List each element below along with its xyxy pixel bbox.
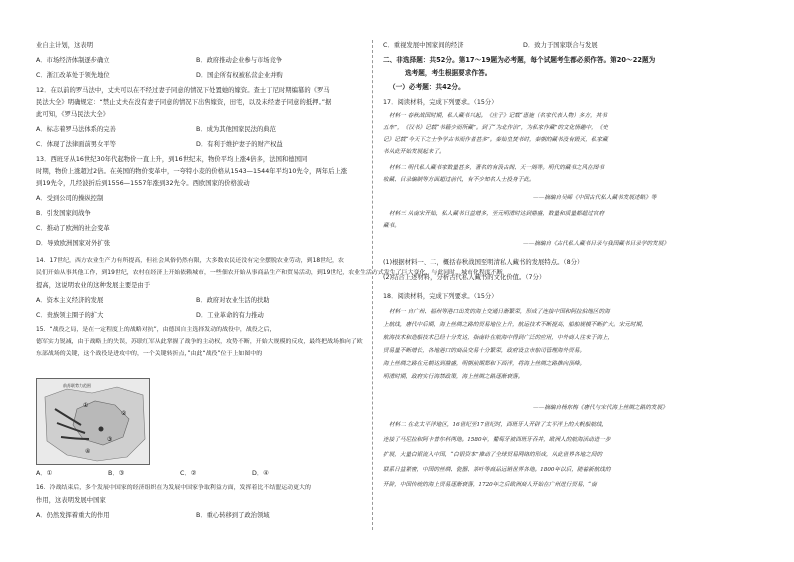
section-heading: 选考题，考生根据要求作答。 xyxy=(405,69,492,77)
material-line: 开辟，中国传统的海上贸易逐渐衰落，1720年之后欧洲商人开始在广州进行贸易，“南 xyxy=(383,482,597,488)
option-a: A．仍然发挥着重大的作用 xyxy=(36,512,110,519)
material-line: 明清时期，政府实行海禁政策，海上丝绸之路逐渐衰落。 xyxy=(383,374,524,380)
map-title: 前苏联势力范围 xyxy=(63,383,91,388)
material-line: 收藏、目录编制等方面超过前代，有不少知名人士投身于此。 xyxy=(383,177,535,183)
option-c: C．② xyxy=(180,470,197,477)
q12-line: 民法大全》明确规定：“禁止丈夫在没有妻子同意的情况下出售嫁资，田宅，以及未经妻子同意的抵押。”据 xyxy=(36,99,332,106)
material-line: 扩展，大量白银流入中国，“白银资本”推动了全球贸易网络的形成，从此世界各地之间的 xyxy=(383,452,603,458)
material-line: 记》记载“今天下之士争学古书而作者甚多”。秦始皇焚书时，秦朝的藏书没有毁灭，私家藏 xyxy=(383,137,608,143)
material-line: 材料二 明代私人藏书家数量甚多，著名的有汲古阁、天一阁等。明代的藏书之风在图书 xyxy=(389,165,605,171)
option-c: C．贵族领主圈子的扩大 xyxy=(36,312,104,319)
material-line: 材料一 春秋战国时期，私人藏书兴起。《庄子》记载“惠施（名家代表人物）多方，其书 xyxy=(389,113,608,119)
material-line: 藏书。 xyxy=(383,223,400,229)
material-line: 材料一 自广州、福州等港口出发的海上交通日渐繁荣，形成了连接中国和阿拉伯地区的海 xyxy=(389,309,610,315)
section-subheading: （一）必考题：共42分。 xyxy=(389,83,465,91)
source-citation: ——摘编自吴晞《中国古代私人藏书发展述略》等 xyxy=(533,195,657,201)
map-label-2: ② xyxy=(121,410,127,417)
q16-line: 16．冷战结束后，多个发展中国家的经济组织在为发展中国家争取利益方面，发挥着比不结盟运动更大的 xyxy=(36,485,311,491)
q17-heading: 17．阅读材料，完成下列要求。（15分） xyxy=(383,99,498,106)
option-b: B．③ xyxy=(108,470,125,477)
q14-line: 14．17世纪，西方农业生产力有所提高，但社会风俗仍然有限，大多数农民还没有完全摆脱农业劳动，到18世纪，农 xyxy=(36,258,344,264)
source-citation: ——摘编自杨东梅《唐代与宋代海上丝绸之路的发展》 xyxy=(533,405,668,411)
option-a: A．资本主义经济的发展 xyxy=(36,297,104,304)
option-b: B．引发国家间战争 xyxy=(36,210,91,217)
source-citation: ——摘编自《古代私人藏书目录与我国藏书目录学的发展》 xyxy=(523,241,669,247)
q17-subquestion: (2)结合上述材料，分析古代私人藏书的文化价值。（7分） xyxy=(383,274,546,281)
option-b: B．重心转移到了政治领域 xyxy=(196,512,270,519)
section-heading: 二、非选择题：共52分。第17～19题为必考题，每个试题考生都必须作答。第20～22题为 xyxy=(383,56,656,64)
question-text: 业自主计划，这表明 xyxy=(36,42,94,49)
q12-line: 此可知，《罗马民法大全》 xyxy=(36,111,110,118)
city-marker xyxy=(99,427,104,432)
material-line: 书从此开始发展起来了。 xyxy=(383,149,445,155)
q13-line: 时期，物价上涨超过2倍。在英国的物价变革中，一夸特小麦的价格从1543—1544年平均10先令，两年后上涨 xyxy=(36,168,348,175)
q12-line: 12．在以前的罗马法中，丈夫可以在不经过妻子同意的情况下处置她的嫁资。查士丁尼时期编纂的《罗马 xyxy=(36,87,330,94)
option-c: C．体现了法律面前男女平等 xyxy=(36,141,116,148)
option-c: C．浙江改革处于领先地位 xyxy=(36,72,110,79)
option-c: C．重视发展中国家间的经济 xyxy=(383,42,464,49)
option-d: D．导致欧洲国家对外扩张 xyxy=(36,240,111,247)
battle-map xyxy=(36,378,150,465)
q14-line: 民们开始从事其他工作，到19世纪，农村在经济上开始依赖城市，一些佃农开始从事商品生产和贸易活动，到19世纪，农业生活方式发生了巨大变化，与此同时，城市化程度不断 xyxy=(36,270,503,276)
option-b: B．成为其他国家民法的典范 xyxy=(196,126,276,133)
material-line: 材料二 在北太平洋地区，16世纪至17世纪时，西班牙人开辟了太平洋上的大帆船航线， xyxy=(389,422,608,428)
option-d: D．④ xyxy=(252,470,269,477)
map-label-4: ④ xyxy=(85,448,91,455)
option-b: B．政府推动企业参与市场竞争 xyxy=(196,57,283,64)
q16-line: 作用，这表明发展中国家 xyxy=(36,497,106,504)
column-divider xyxy=(372,40,373,530)
q14-line: 提高，这说明农业的这种发展主要是由于 xyxy=(36,282,151,289)
q15-line: 东部战场的关键，这个战役是进攻中的，一个关键转折点，”由此“战役”位于上如图中的 xyxy=(36,351,263,357)
option-a: A．市场经济体制逐步确立 xyxy=(36,57,110,64)
material-line: 海上丝绸之路在元朝达到鼎盛，明朝前期郑和下西洋，将海上丝绸之路推向顶峰。 xyxy=(383,361,586,367)
material-line: 联系日益紧密，中国的丝绸、瓷器、茶叶等商品远销世界各地。1800年以后，随着新航线的 xyxy=(383,467,611,473)
option-d: D．国企所有权被私营企业并购 xyxy=(196,72,283,79)
material-line: 航海技术和造船技术已经十分发达，指南针在航海中得到广泛的应用，中外商人往来于海上， xyxy=(383,335,614,341)
option-a: A．受到公司的操纵控制 xyxy=(36,195,104,202)
option-d: D．工业革命的有力推动 xyxy=(196,312,264,319)
option-c: C．推动了欧洲的社会变革 xyxy=(36,225,110,232)
q13-line: 到19先令，几经波折后到1556—1557年涨到32先令。西欧国家的价格波动 xyxy=(36,180,250,187)
material-line: 贸易量不断增长，各地港口的商品交易十分繁荣，政府设立市舶司管理海外贸易。 xyxy=(383,348,586,354)
map-label-1: ① xyxy=(83,402,89,409)
option-a: A．① xyxy=(36,470,53,477)
material-line: 五车”，《汉书》记载“书籍少而所藏”。到了“为北作治”，为私家作藏”的文化情趣中，《史 xyxy=(383,125,608,131)
q13-line: 13．西班牙从16世纪30年代起物价一直上升，到16世纪末，物价平均上涨4倍多，法国和德国同 xyxy=(36,156,308,163)
q15-line: 15．“战役之局，是在一定程度上的战略对抗”，由德国自主选择发动的战役中，战役之后， xyxy=(36,327,276,333)
material-line: 连接了马尼拉和阿卡普尔科两地。1580年，葡萄牙被西班牙吞并，欧洲人的航海活动进一步 xyxy=(383,437,611,443)
q18-heading: 18．阅读材料，完成下列要求。（15分） xyxy=(383,293,498,300)
map-svg xyxy=(37,379,149,464)
option-b: B．政府对农业生活的扶助 xyxy=(196,297,270,304)
q17-subquestion: (1)根据材料一、二，概括春秋战国至明清私人藏书的发展特点。（8分） xyxy=(383,259,584,266)
q15-line: 德军实力锐减，由于战略上的失误，苏联红军从此掌握了战争的主动权，攻势不断，开始大规模的反攻，最终把战场推向了欧 xyxy=(36,339,363,345)
map-label-3: ③ xyxy=(107,436,113,443)
material-line: 上航线，唐代中后期，海上丝绸之路的贸易地位上升，航运技术不断提高，船舶规模不断扩大。宋元时期， xyxy=(383,322,647,328)
option-d: D．致力于国家联合与发展 xyxy=(523,42,598,49)
option-d: D．有利于维护妻子的财产权益 xyxy=(196,141,283,148)
material-line: 材料三 从南宋开始，私人藏书日益增多，至元明清时达到鼎盛，数量和质量都超过官府 xyxy=(389,211,605,217)
option-a: A．标志着罗马法体系的完善 xyxy=(36,126,116,133)
